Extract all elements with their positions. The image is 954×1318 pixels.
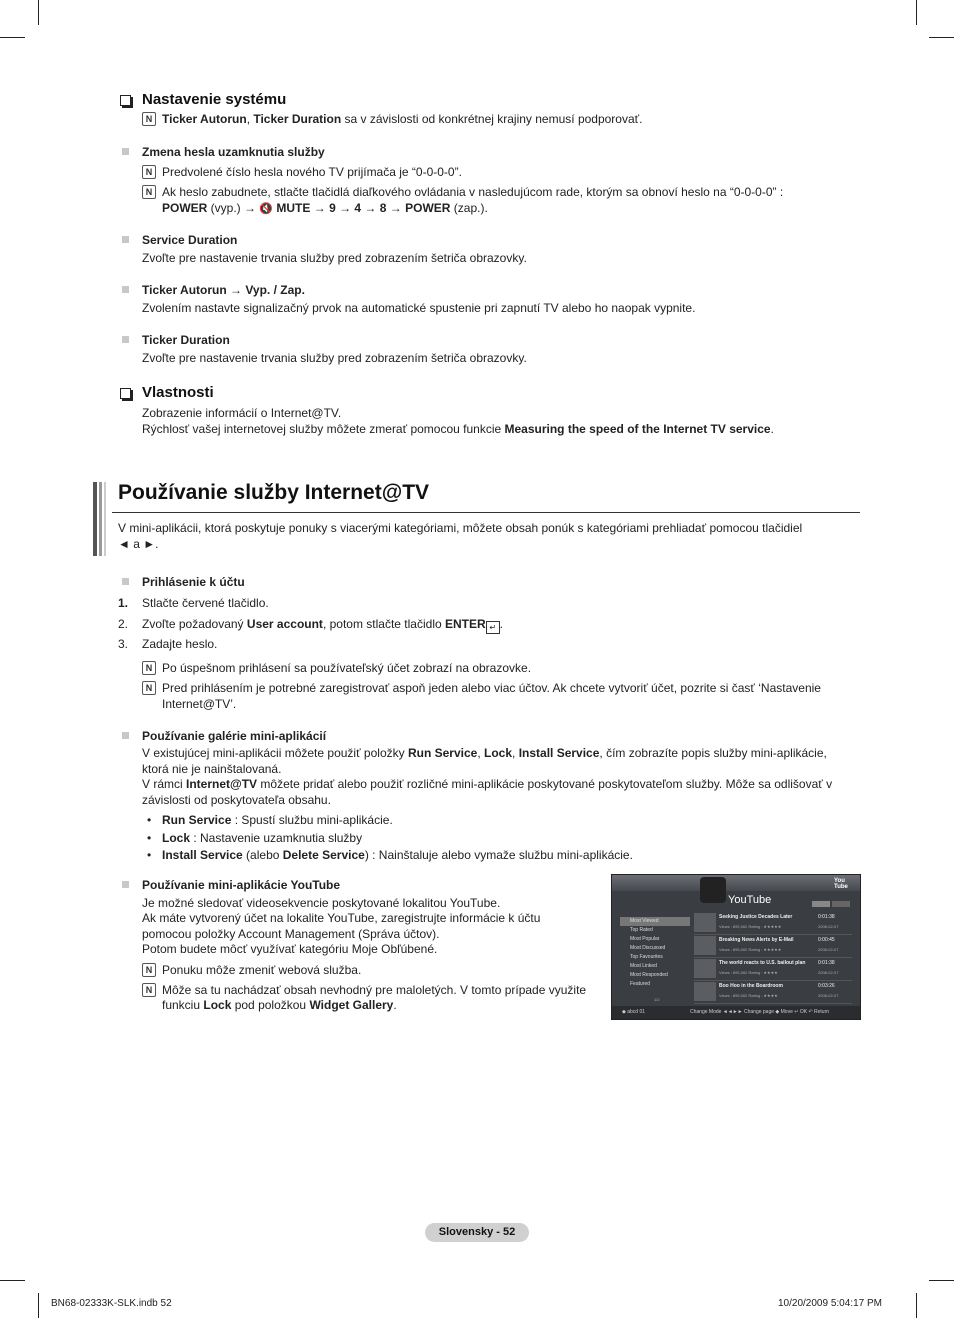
menu-item[interactable]: Most Popular bbox=[630, 936, 660, 942]
video-time: 0:00:45 bbox=[818, 937, 835, 943]
gallery-para-1b: ktorá nie je nainštalovaná. bbox=[142, 762, 282, 776]
properties-line-2: Rýchlosť vašej internetovej služby môžete zmerať pomocou funkcie Measuring the speed of the Internet TV service. bbox=[142, 422, 774, 436]
step-3-text: Zadajte heslo. bbox=[142, 637, 218, 651]
gallery-para-1a: V existujúcej mini-aplikácii môžete použiť položky Run Service, Lock, Install Service, čím zobrazíte popis služby mini-aplikácie, bbox=[142, 746, 827, 760]
crop-mark bbox=[0, 37, 25, 38]
mute-icon: 🔇 bbox=[259, 203, 274, 215]
step-number: 2. bbox=[118, 617, 129, 631]
checkbox-icon bbox=[120, 388, 131, 399]
subsection-youtube: Používanie mini-aplikácie YouTube bbox=[142, 878, 341, 892]
menu-item[interactable]: Most Viewed bbox=[620, 917, 690, 926]
bullet-run-service: Run Service : Spustí službu mini-aplikácie. bbox=[162, 813, 393, 827]
subsection-password: Zmena hesla uzamknutia služby bbox=[142, 145, 325, 159]
video-row[interactable] bbox=[694, 912, 852, 935]
video-row[interactable] bbox=[694, 981, 852, 1004]
note-ticker: Ticker Autorun, Ticker Duration sa v závislosti od konkrétnej krajiny nemusí podporovať. bbox=[162, 112, 643, 126]
page-number-badge: Slovensky - 52 bbox=[425, 1223, 529, 1242]
youtube-note-1: Ponuku môže zmeniť webová služba. bbox=[162, 963, 362, 977]
video-thumbnail bbox=[694, 982, 716, 1001]
square-bullet-icon bbox=[122, 881, 129, 888]
footer-date: 10/20/2009 5:04:17 PM bbox=[778, 1298, 882, 1309]
note-default-password: Predvolené číslo hesla nového TV prijímača je “0-0-0-0”. bbox=[162, 165, 462, 179]
youtube-logo: You Tube bbox=[834, 878, 848, 890]
intro-line-1: V mini-aplikácii, ktorá poskytuje ponuky s viacerými kategóriami, môžete obsah ponúk s kategóriami prehliadať pomocou tlačidiel bbox=[118, 521, 803, 535]
square-bullet-icon bbox=[122, 148, 129, 155]
youtube-note-2a: Môže sa tu nachádzať obsah nevhodný pre maloletých. V tomto prípade využite bbox=[162, 983, 587, 997]
video-meta: Views : 895,062 Rating : ★★★★★ bbox=[719, 924, 782, 929]
youtube-screenshot bbox=[611, 874, 861, 1020]
square-bullet-icon bbox=[122, 286, 129, 293]
subsection-gallery: Používanie galérie mini-aplikácií bbox=[142, 729, 327, 743]
bullet-install-service: Install Service (alebo Delete Service) : Nainštaluje alebo vymaže službu mini-aplikácie. bbox=[162, 848, 633, 862]
video-thumbnail bbox=[694, 913, 716, 932]
section-title-system: Nastavenie systému bbox=[142, 91, 287, 108]
step-number: 3. bbox=[118, 637, 129, 651]
video-date: 2008-02-07 bbox=[818, 970, 839, 975]
video-title: Seeking Justice Decades Later bbox=[719, 914, 793, 920]
enter-icon: ↵ bbox=[486, 621, 500, 634]
youtube-line-1: Je možné sledovať videosekvencie poskytované lokalitou YouTube. bbox=[142, 896, 501, 910]
step-number: 1. bbox=[118, 596, 129, 610]
login-note-2b: Internet@TV’. bbox=[162, 697, 237, 711]
subsection-ticker-duration: Ticker Duration bbox=[142, 333, 230, 347]
video-thumbnail bbox=[694, 936, 716, 955]
video-meta: Views : 895,062 Rating : ★★★★ bbox=[719, 970, 778, 975]
title-bar-accent bbox=[99, 482, 102, 556]
ticker-duration-text: Zvoľte pre nastavenie trvania služby pred zobrazením šetriča obrazovky. bbox=[142, 351, 527, 365]
video-row[interactable] bbox=[694, 935, 852, 958]
login-note-1: Po úspešnom prihlásení sa používateľský účet zobrazí na obrazovke. bbox=[162, 661, 532, 675]
note-icon: N bbox=[142, 681, 156, 695]
bullet: • bbox=[147, 813, 152, 827]
video-time: 0:01:38 bbox=[818, 960, 835, 966]
menu-item[interactable]: Top Favourites bbox=[630, 954, 663, 960]
menu-item[interactable]: Most Linked bbox=[630, 963, 657, 969]
screen-bottom-bar bbox=[612, 1006, 860, 1019]
screen-tab bbox=[832, 901, 850, 907]
youtube-line-4: Potom budete môcť využívať kategóriu Moje Obľúbené. bbox=[142, 942, 438, 956]
menu-item[interactable]: Most Responded bbox=[630, 972, 668, 978]
crop-mark bbox=[38, 0, 39, 25]
video-time: 0:03:26 bbox=[818, 983, 835, 989]
note-icon: N bbox=[142, 661, 156, 675]
video-date: 2008-02-07 bbox=[818, 947, 839, 952]
intro-line-2: ◄ a ►. bbox=[118, 537, 159, 551]
note-icon: N bbox=[142, 165, 156, 179]
camera-icon bbox=[700, 877, 726, 903]
note-forgot-password: Ak heslo zabudnete, stlačte tlačidlá diaľkového ovládania v nasledujúcom rade, ktorým sa obnoví heslo na “0-0-0-0” : bbox=[162, 185, 784, 199]
subsection-service-duration: Service Duration bbox=[142, 233, 238, 247]
screen-page: 1/2 bbox=[654, 997, 660, 1002]
checkbox-icon bbox=[120, 95, 131, 106]
gallery-para-2a: V rámci Internet@TV môžete pridať alebo použiť rozličné mini-aplikácie poskytované poskytovateľom služby. Môže sa odlišovať v bbox=[142, 777, 833, 791]
note-icon: N bbox=[142, 963, 156, 977]
video-date: 2008-02-07 bbox=[818, 924, 839, 929]
crop-mark bbox=[929, 1280, 954, 1281]
crop-mark bbox=[0, 1280, 25, 1281]
bullet: • bbox=[147, 848, 152, 862]
bullet: • bbox=[147, 831, 152, 845]
youtube-line-3: pomocou položky Account Management (Správa účtov). bbox=[142, 927, 440, 941]
service-duration-text: Zvoľte pre nastavenie trvania služby pred zobrazením šetriča obrazovky. bbox=[142, 251, 527, 265]
crop-mark bbox=[929, 37, 954, 38]
properties-line-1: Zobrazenie informácií o Internet@TV. bbox=[142, 406, 342, 420]
bullet-lock: Lock : Nastavenie uzamknutia služby bbox=[162, 831, 363, 845]
page-title: Používanie služby Internet@TV bbox=[118, 481, 430, 504]
step-2-text: Zvoľte požadovaný User account, potom stlačte tlačidlo ENTER ↵ . bbox=[142, 617, 504, 632]
menu-item[interactable]: Top Rated bbox=[630, 927, 653, 933]
title-rule bbox=[112, 512, 860, 513]
square-bullet-icon bbox=[122, 236, 129, 243]
screen-top-bar bbox=[612, 875, 860, 891]
video-row[interactable] bbox=[694, 958, 852, 981]
reset-sequence: POWER (vyp.) → 🔇 MUTE → 9 → 4 → 8 → POWER (zap.). bbox=[162, 201, 488, 215]
video-title: The world reacts to U.S. bailout plan bbox=[719, 960, 806, 966]
crop-mark bbox=[38, 1293, 39, 1318]
video-time: 0:01:38 bbox=[818, 914, 835, 920]
screen-controls: Change Mode ◄◄►► Change page ◆ Move ↵ OK ↶ Return bbox=[690, 1009, 830, 1015]
square-bullet-icon bbox=[122, 578, 129, 585]
screen-bottom-left: ◆ abcd 01 bbox=[622, 1009, 646, 1015]
video-date: 2008-02-07 bbox=[818, 993, 839, 998]
video-title: Boo Hoo in the Boardroom bbox=[719, 983, 783, 989]
title-bar-accent bbox=[93, 482, 97, 556]
youtube-note-2b: funkciu Lock pod položkou Widget Gallery. bbox=[162, 998, 397, 1012]
footer-file: BN68-02333K-SLK.indb 52 bbox=[51, 1298, 172, 1309]
note-icon: N bbox=[142, 185, 156, 199]
square-bullet-icon bbox=[122, 336, 129, 343]
note-icon: N bbox=[142, 112, 156, 126]
video-thumbnail bbox=[694, 959, 716, 978]
square-bullet-icon bbox=[122, 732, 129, 739]
step-1-text: Stlačte červené tlačidlo. bbox=[142, 596, 269, 610]
gallery-para-2b: závislosti od poskytovateľa obsahu. bbox=[142, 793, 331, 807]
subsection-login: Prihlásenie k účtu bbox=[142, 575, 245, 589]
screen-app-title: YouTube bbox=[728, 894, 772, 906]
section-title-properties: Vlastnosti bbox=[142, 384, 214, 401]
crop-mark bbox=[916, 1293, 917, 1318]
screen-tab bbox=[812, 901, 830, 907]
screen-category-menu bbox=[620, 917, 690, 1007]
note-icon: N bbox=[142, 983, 156, 997]
crop-mark bbox=[916, 0, 917, 25]
subsection-ticker-autorun: Ticker Autorun → Vyp. / Zap. bbox=[142, 283, 305, 297]
login-note-2a: Pred prihlásením je potrebné zaregistrovať aspoň jeden alebo viac účtov. Ak chcete vytvoriť účet, pozrite si časť ‘Nastavenie bbox=[162, 681, 821, 695]
video-meta: Views : 895,062 Rating : ★★★★ bbox=[719, 993, 778, 998]
title-bar-accent bbox=[104, 482, 106, 556]
video-meta: Views : 895,062 Rating : ★★★★★ bbox=[719, 947, 782, 952]
video-title: Breaking News Alerts by E-Mail bbox=[719, 937, 794, 943]
menu-item[interactable]: Most Discussed bbox=[630, 945, 666, 951]
youtube-line-2: Ak máte vytvorený účet na lokalite YouTube, zaregistrujte informácie k účtu bbox=[142, 911, 541, 925]
menu-item[interactable]: Featured bbox=[630, 981, 651, 987]
ticker-autorun-text: Zvolením nastavte signalizačný prvok na automatické spustenie pri zapnutí TV alebo ho naopak vypnite. bbox=[142, 301, 696, 315]
